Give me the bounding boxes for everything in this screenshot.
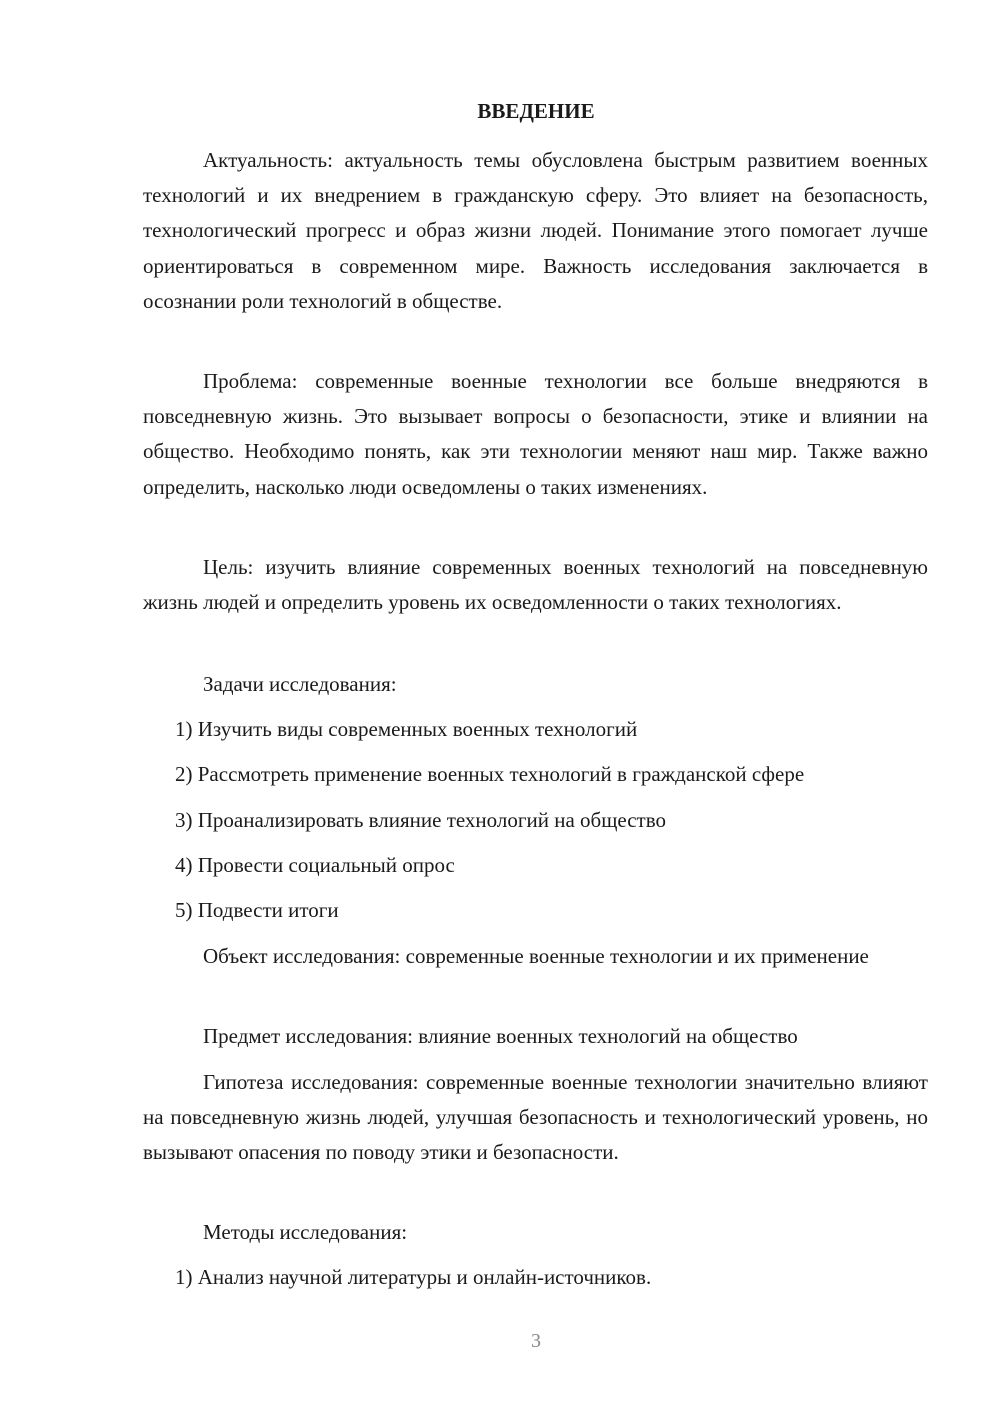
task-item: 5) Подвести итоги <box>175 898 339 922</box>
section-title: ВВЕДЕНИЕ <box>477 99 595 123</box>
hypothesis-paragraph: Гипотеза исследования: современные военные технологии значительно влияют на повседневную жизнь людей, улучшая безопасность и технологический уровень, но вызывают опасения по поводу этики и безопасности. <box>143 1070 928 1165</box>
task-item: 1) Изучить виды современных военных технологий <box>175 717 638 741</box>
method-item: 1) Анализ научной литературы и онлайн-источников. <box>175 1265 652 1289</box>
task-item: 2) Рассмотреть применение военных технологий в гражданской сфере <box>175 762 805 786</box>
task-item: 4) Провести социальный опрос <box>175 853 455 877</box>
subject-paragraph: Предмет исследования: влияние военных технологий на общество <box>203 1024 798 1048</box>
problem-paragraph: Проблема: современные военные технологии все больше внедряются в повседневную жизнь. Это вызывает вопросы о безопасности, этике и влиянии на общество. Необходимо понять, как эти технологии меняют наш мир. Также важно определить, насколько люди осведомлены о таких изменениях. <box>143 369 928 499</box>
page-number: 3 <box>531 1330 541 1352</box>
tasks-heading: Задачи исследования: <box>203 672 397 696</box>
relevance-paragraph: Актуальность: актуальность темы обусловлена быстрым развитием военных технологий и их внедрением в гражданскую сферу. Это влияет на безопасность, технологический прогресс и образ жизни людей. Понимание этого помогает лучше ориентироваться в современном мире. Важность исследования заключается в осознании роли технологий в обществе. <box>143 148 928 313</box>
methods-heading: Методы исследования: <box>203 1220 408 1244</box>
goal-paragraph: Цель: изучить влияние современных военных технологий на повседневную жизнь людей и определить уровень их осведомленности о таких технологиях. <box>143 555 928 615</box>
task-item: 3) Проанализировать влияние технологий на общество <box>175 808 666 832</box>
object-paragraph: Объект исследования: современные военные технологии и их применение <box>203 944 869 968</box>
